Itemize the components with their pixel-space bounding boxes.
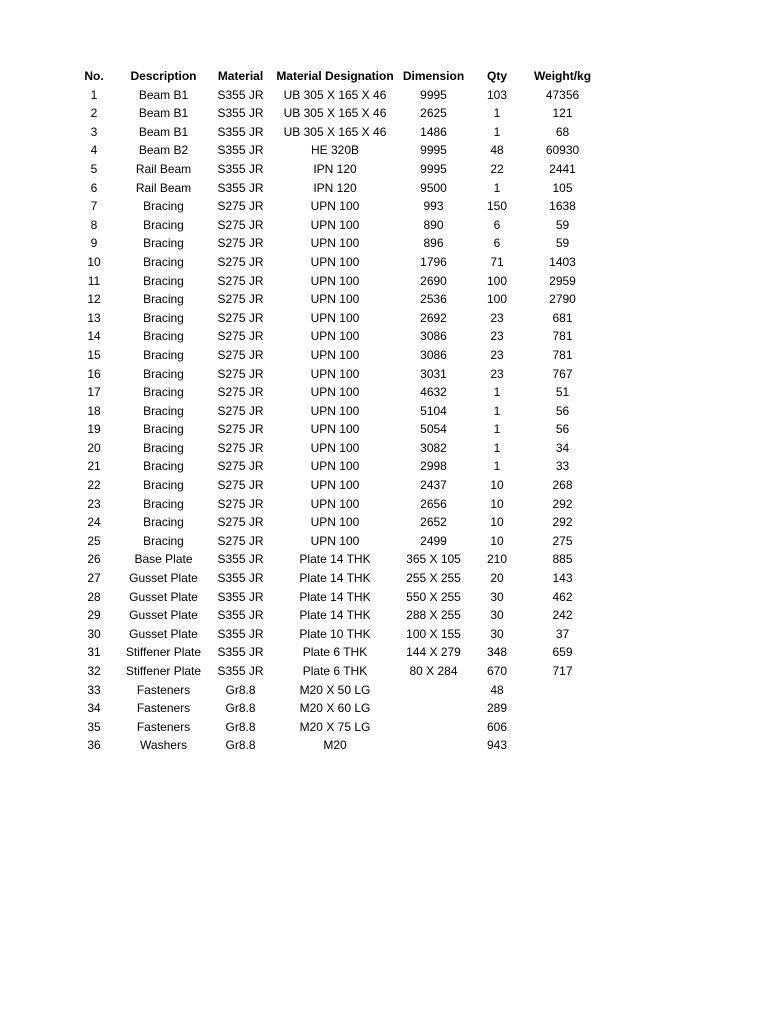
cell-material-designation: UPN 100 <box>310 236 360 251</box>
cell-dimension: 288 X 255 <box>406 608 461 623</box>
cell-no: 21 <box>87 459 101 474</box>
cell-dimension: 9995 <box>420 143 447 158</box>
cell-weight: 242 <box>552 608 573 623</box>
cell-material: S275 JR <box>217 310 264 325</box>
cell-no: 11 <box>87 273 101 288</box>
cell-description: Gusset Plate <box>129 589 198 604</box>
cell-weight: 47356 <box>545 87 580 102</box>
cell-material: S275 JR <box>217 440 264 455</box>
table-row <box>74 141 596 160</box>
cell-description: Rail Beam <box>135 161 192 176</box>
cell-weight: 2441 <box>549 161 576 176</box>
cell-no: 19 <box>87 422 101 437</box>
table-row <box>74 272 596 291</box>
cell-material: S355 JR <box>217 552 264 567</box>
header-weight: Weight/kg <box>533 69 592 83</box>
cell-material: S355 JR <box>217 87 264 102</box>
cell-material: S275 JR <box>217 533 264 548</box>
table-row <box>74 160 596 179</box>
cell-qty: 1 <box>493 385 501 400</box>
cell-weight: 717 <box>552 664 573 678</box>
cell-description: Beam B1 <box>138 124 189 139</box>
cell-no: 10 <box>87 254 101 269</box>
cell-description: Bracing <box>143 254 184 269</box>
cell-description: Stiffener Plate <box>125 664 202 678</box>
cell-material-designation: M20 X 75 LG <box>299 719 371 734</box>
cell-qty: 1 <box>493 403 501 418</box>
cell-material: S355 JR <box>217 626 264 641</box>
cell-material: S275 JR <box>217 199 264 214</box>
table-row <box>74 234 596 253</box>
cell-qty: 10 <box>490 515 504 530</box>
cell-qty: 348 <box>486 645 508 660</box>
cell-material-designation: UPN 100 <box>310 310 360 325</box>
cell-qty: 1 <box>493 459 501 474</box>
cell-description: Bracing <box>143 440 184 455</box>
cell-qty: 100 <box>486 273 508 288</box>
cell-material: S275 JR <box>217 403 264 418</box>
cell-no: 4 <box>90 143 98 158</box>
cell-weight: 68 <box>555 124 570 139</box>
cell-no: 27 <box>87 571 101 586</box>
material-schedule-table <box>74 67 596 755</box>
cell-weight <box>529 681 596 700</box>
table-row <box>74 532 596 551</box>
cell-dimension: 550 X 255 <box>406 589 461 604</box>
cell-weight: 681 <box>552 310 573 325</box>
cell-weight: 60930 <box>545 143 580 158</box>
cell-material: S275 JR <box>217 292 264 307</box>
cell-material: S355 JR <box>217 106 264 121</box>
cell-material-designation: Plate 14 THK <box>299 608 371 623</box>
cell-no: 36 <box>87 738 101 753</box>
table-row <box>74 365 596 384</box>
cell-qty: 1 <box>493 124 501 139</box>
cell-description: Bracing <box>143 366 184 381</box>
cell-dimension: 255 X 255 <box>406 571 461 586</box>
cell-description: Bracing <box>143 496 184 511</box>
header-dimension: Dimension <box>402 69 465 83</box>
table-row <box>74 197 596 216</box>
cell-dimension: 2437 <box>420 478 447 493</box>
cell-material: S275 JR <box>217 217 264 232</box>
cell-material-designation: UPN 100 <box>310 217 360 232</box>
cell-no: 12 <box>87 292 101 307</box>
cell-qty: 48 <box>490 682 504 697</box>
cell-description: Bracing <box>143 217 184 232</box>
cell-description: Bracing <box>143 273 184 288</box>
cell-weight: 292 <box>552 515 573 530</box>
cell-dimension: 896 <box>423 236 444 251</box>
cell-qty: 10 <box>490 533 504 548</box>
cell-description: Base Plate <box>134 552 193 567</box>
cell-material: S275 JR <box>217 478 264 493</box>
cell-dimension: 2652 <box>420 515 447 530</box>
cell-material: S275 JR <box>217 459 264 474</box>
cell-qty: 6 <box>493 236 501 251</box>
table-row <box>74 643 596 662</box>
cell-material-designation: Plate 6 THK <box>302 645 368 660</box>
cell-description: Stiffener Plate <box>125 645 202 660</box>
cell-weight: 121 <box>552 106 573 121</box>
table-row <box>74 104 596 123</box>
cell-material-designation: UB 305 X 165 X 46 <box>283 87 387 102</box>
cell-dimension <box>402 681 465 700</box>
cell-material-designation: M20 <box>323 738 347 753</box>
cell-no: 26 <box>87 552 101 567</box>
cell-description: Bracing <box>143 533 184 548</box>
cell-weight: 2959 <box>549 273 576 288</box>
cell-description: Bracing <box>143 478 184 493</box>
cell-qty: 606 <box>486 719 508 734</box>
cell-weight: 105 <box>552 180 573 195</box>
cell-no: 7 <box>90 199 98 214</box>
cell-qty: 48 <box>490 143 504 158</box>
cell-dimension: 9995 <box>420 161 447 176</box>
table-row <box>74 736 596 755</box>
cell-material: S275 JR <box>217 254 264 269</box>
cell-description: Gusset Plate <box>129 571 198 586</box>
cell-no: 2 <box>90 106 98 121</box>
cell-description: Bracing <box>143 385 184 400</box>
cell-material-designation: UPN 100 <box>310 440 360 455</box>
cell-weight: 33 <box>555 459 570 474</box>
cell-dimension: 144 X 279 <box>406 645 461 660</box>
cell-material: Gr8.8 <box>225 719 256 734</box>
table-row <box>74 476 596 495</box>
cell-material-designation: UPN 100 <box>310 199 360 214</box>
cell-no: 29 <box>87 608 101 623</box>
table-row <box>74 420 596 439</box>
cell-dimension: 80 X 284 <box>409 664 458 678</box>
cell-material-designation: UPN 100 <box>310 496 360 511</box>
cell-weight: 56 <box>555 403 570 418</box>
cell-weight: 1638 <box>549 199 576 214</box>
cell-material: S355 JR <box>217 589 264 604</box>
header-description: Description <box>130 69 197 83</box>
cell-weight: 56 <box>555 422 570 437</box>
cell-no: 17 <box>87 385 101 400</box>
table-row <box>74 550 596 569</box>
cell-material-designation: UPN 100 <box>310 422 360 437</box>
cell-no: 8 <box>90 217 98 232</box>
cell-material: S355 JR <box>217 645 264 660</box>
cell-dimension: 3086 <box>420 329 447 344</box>
table-row <box>74 569 596 588</box>
cell-no: 9 <box>90 236 98 251</box>
cell-qty: 150 <box>486 199 508 214</box>
cell-dimension: 2692 <box>420 310 447 325</box>
cell-material-designation: UPN 100 <box>310 292 360 307</box>
cell-description: Fasteners <box>136 682 191 697</box>
cell-qty: 23 <box>490 347 504 362</box>
cell-weight: 59 <box>555 236 570 251</box>
cell-no: 23 <box>87 496 101 511</box>
header-no: No. <box>84 69 104 83</box>
cell-qty: 30 <box>490 589 504 604</box>
cell-material: S355 JR <box>217 608 264 623</box>
cell-material: S275 JR <box>217 236 264 251</box>
cell-dimension: 3086 <box>420 347 447 362</box>
cell-qty: 30 <box>490 626 504 641</box>
header-material-designation: Material Designation <box>276 69 394 83</box>
cell-description: Fasteners <box>136 719 191 734</box>
cell-weight: 659 <box>552 645 573 660</box>
cell-dimension: 9995 <box>420 87 447 102</box>
table-row <box>74 718 596 737</box>
table-row <box>74 439 596 458</box>
cell-dimension: 2690 <box>420 273 447 288</box>
cell-dimension: 5104 <box>420 403 447 418</box>
cell-no: 34 <box>87 701 101 716</box>
cell-material: S355 JR <box>217 143 264 158</box>
cell-description: Bracing <box>143 292 184 307</box>
cell-material-designation: M20 X 60 LG <box>299 701 371 716</box>
cell-dimension: 2536 <box>420 292 447 307</box>
table-row <box>74 606 596 625</box>
cell-qty: 100 <box>486 292 508 307</box>
cell-description: Gusset Plate <box>129 626 198 641</box>
cell-qty: 10 <box>490 478 504 493</box>
cell-weight: 2790 <box>549 292 576 307</box>
cell-material: S355 JR <box>217 161 264 176</box>
cell-no: 31 <box>87 645 101 660</box>
cell-material-designation: Plate 14 THK <box>299 552 371 567</box>
cell-weight: 462 <box>552 589 573 604</box>
cell-dimension: 3031 <box>420 366 447 381</box>
cell-no: 5 <box>90 161 98 176</box>
cell-dimension <box>402 736 465 755</box>
cell-qty: 289 <box>486 701 508 716</box>
cell-material-designation: IPN 120 <box>313 161 357 176</box>
cell-material: S355 JR <box>217 180 264 195</box>
cell-no: 3 <box>90 124 98 139</box>
cell-qty: 23 <box>490 310 504 325</box>
cell-weight <box>529 718 596 737</box>
cell-material-designation: HE 320B <box>310 143 360 158</box>
header-qty: Qty <box>486 69 507 83</box>
header-row <box>74 67 596 86</box>
cell-no: 25 <box>87 533 101 548</box>
cell-dimension: 1486 <box>420 124 447 139</box>
cell-qty: 20 <box>490 571 504 586</box>
cell-description: Bracing <box>143 403 184 418</box>
cell-material: S275 JR <box>217 329 264 344</box>
cell-dimension <box>402 718 465 737</box>
cell-dimension: 4632 <box>420 385 447 400</box>
table-row <box>74 309 596 328</box>
cell-material-designation: UPN 100 <box>310 273 360 288</box>
cell-description: Beam B1 <box>138 106 189 121</box>
cell-material: Gr8.8 <box>225 682 256 697</box>
cell-dimension: 3082 <box>420 440 447 455</box>
cell-material-designation: UB 305 X 165 X 46 <box>283 124 387 139</box>
cell-weight <box>529 699 596 718</box>
table-row <box>74 253 596 272</box>
cell-description: Beam B1 <box>138 87 189 102</box>
cell-qty: 210 <box>486 552 508 567</box>
cell-description: Bracing <box>143 422 184 437</box>
cell-material-designation: Plate 14 THK <box>299 589 371 604</box>
cell-dimension: 5054 <box>420 422 447 437</box>
cell-weight: 51 <box>555 385 570 400</box>
header-material: Material <box>217 69 264 83</box>
cell-material-designation: UPN 100 <box>310 254 360 269</box>
cell-description: Fasteners <box>136 701 191 716</box>
cell-weight: 275 <box>552 533 573 548</box>
table-row <box>74 346 596 365</box>
cell-material-designation: UPN 100 <box>310 403 360 418</box>
table-row <box>74 179 596 198</box>
cell-no: 1 <box>90 87 98 102</box>
cell-weight: 268 <box>552 478 573 493</box>
cell-qty: 30 <box>490 608 504 623</box>
cell-dimension: 2656 <box>420 496 447 511</box>
table-row <box>74 290 596 309</box>
cell-weight: 37 <box>555 626 570 641</box>
cell-weight <box>529 736 596 755</box>
table-row <box>74 495 596 514</box>
cell-material: S275 JR <box>217 385 264 400</box>
cell-dimension: 2625 <box>420 106 447 121</box>
cell-no: 16 <box>87 366 101 381</box>
cell-weight: 59 <box>555 217 570 232</box>
cell-weight: 781 <box>552 347 573 362</box>
table-row <box>74 513 596 532</box>
cell-no: 20 <box>87 440 101 455</box>
cell-material-designation: Plate 6 THK <box>302 664 368 678</box>
cell-material: S355 JR <box>217 664 264 678</box>
cell-dimension: 9500 <box>420 180 447 195</box>
cell-material-designation: Plate 10 THK <box>299 626 371 641</box>
cell-no: 6 <box>90 180 98 195</box>
cell-dimension <box>402 699 465 718</box>
cell-weight: 767 <box>552 366 573 381</box>
table-body <box>74 86 596 755</box>
cell-qty: 943 <box>486 738 508 753</box>
cell-weight: 143 <box>552 571 573 586</box>
cell-description: Bracing <box>143 199 184 214</box>
cell-qty: 10 <box>490 496 504 511</box>
cell-no: 28 <box>87 589 101 604</box>
cell-dimension: 1796 <box>420 254 447 269</box>
cell-description: Beam B2 <box>138 143 189 158</box>
cell-no: 14 <box>87 329 101 344</box>
cell-material-designation: UPN 100 <box>310 515 360 530</box>
cell-qty: 1 <box>493 422 501 437</box>
cell-description: Gusset Plate <box>129 608 198 623</box>
cell-qty: 1 <box>493 180 501 195</box>
table-row <box>74 383 596 402</box>
cell-material-designation: UPN 100 <box>310 459 360 474</box>
cell-description: Bracing <box>143 236 184 251</box>
cell-material-designation: M20 X 50 LG <box>299 682 371 697</box>
cell-qty: 23 <box>490 329 504 344</box>
table-row <box>74 216 596 235</box>
cell-qty: 1 <box>493 106 501 121</box>
table-row <box>74 625 596 644</box>
cell-weight: 781 <box>552 329 573 344</box>
cell-material: S275 JR <box>217 422 264 437</box>
cell-description: Bracing <box>143 347 184 362</box>
cell-material-designation: UPN 100 <box>310 366 360 381</box>
cell-weight: 885 <box>552 552 573 567</box>
cell-material-designation: IPN 120 <box>313 180 357 195</box>
cell-no: 13 <box>87 310 101 325</box>
cell-no: 22 <box>87 478 101 493</box>
cell-qty: 23 <box>490 366 504 381</box>
cell-material: S275 JR <box>217 515 264 530</box>
cell-material: S275 JR <box>217 273 264 288</box>
cell-description: Rail Beam <box>135 180 192 195</box>
cell-dimension: 890 <box>423 217 444 232</box>
table-row <box>74 662 596 681</box>
cell-material-designation: UB 305 X 165 X 46 <box>283 106 387 121</box>
cell-no: 32 <box>87 664 101 678</box>
table-row <box>74 86 596 105</box>
cell-description: Bracing <box>143 459 184 474</box>
cell-material-designation: UPN 100 <box>310 329 360 344</box>
table-row <box>74 699 596 718</box>
table-row <box>74 402 596 421</box>
cell-material: Gr8.8 <box>225 738 256 753</box>
cell-weight: 292 <box>552 496 573 511</box>
cell-material-designation: UPN 100 <box>310 385 360 400</box>
table-row <box>74 327 596 346</box>
cell-qty: 6 <box>493 217 501 232</box>
cell-weight: 1403 <box>549 254 576 269</box>
cell-material: S275 JR <box>217 366 264 381</box>
cell-dimension: 993 <box>423 199 444 214</box>
cell-no: 15 <box>87 347 101 362</box>
cell-description: Washers <box>140 738 187 753</box>
cell-dimension: 2499 <box>420 533 447 548</box>
cell-material: Gr8.8 <box>225 701 256 716</box>
cell-no: 30 <box>87 626 101 641</box>
cell-qty: 22 <box>490 161 504 176</box>
cell-qty: 103 <box>486 87 508 102</box>
cell-material-designation: UPN 100 <box>310 347 360 362</box>
table-row <box>74 681 596 700</box>
cell-no: 24 <box>87 515 101 530</box>
table-row <box>74 588 596 607</box>
cell-material-designation: UPN 100 <box>310 478 360 493</box>
cell-material: S275 JR <box>217 347 264 362</box>
cell-no: 33 <box>87 682 101 697</box>
cell-dimension: 365 X 105 <box>406 552 461 567</box>
cell-dimension: 2998 <box>420 459 447 474</box>
cell-material: S355 JR <box>217 571 264 586</box>
cell-dimension: 100 X 155 <box>406 626 461 641</box>
cell-qty: 670 <box>486 664 508 678</box>
cell-qty: 71 <box>490 254 504 269</box>
cell-weight: 34 <box>555 440 570 455</box>
table-row <box>74 457 596 476</box>
cell-no: 35 <box>87 719 101 734</box>
cell-qty: 1 <box>493 440 501 455</box>
cell-material: S275 JR <box>217 496 264 511</box>
cell-description: Bracing <box>143 310 184 325</box>
cell-material-designation: Plate 14 THK <box>299 571 371 586</box>
table-row <box>74 123 596 142</box>
cell-description: Bracing <box>143 515 184 530</box>
cell-no: 18 <box>87 403 101 418</box>
cell-description: Bracing <box>143 329 184 344</box>
cell-material: S355 JR <box>217 124 264 139</box>
cell-material-designation: UPN 100 <box>310 533 360 548</box>
